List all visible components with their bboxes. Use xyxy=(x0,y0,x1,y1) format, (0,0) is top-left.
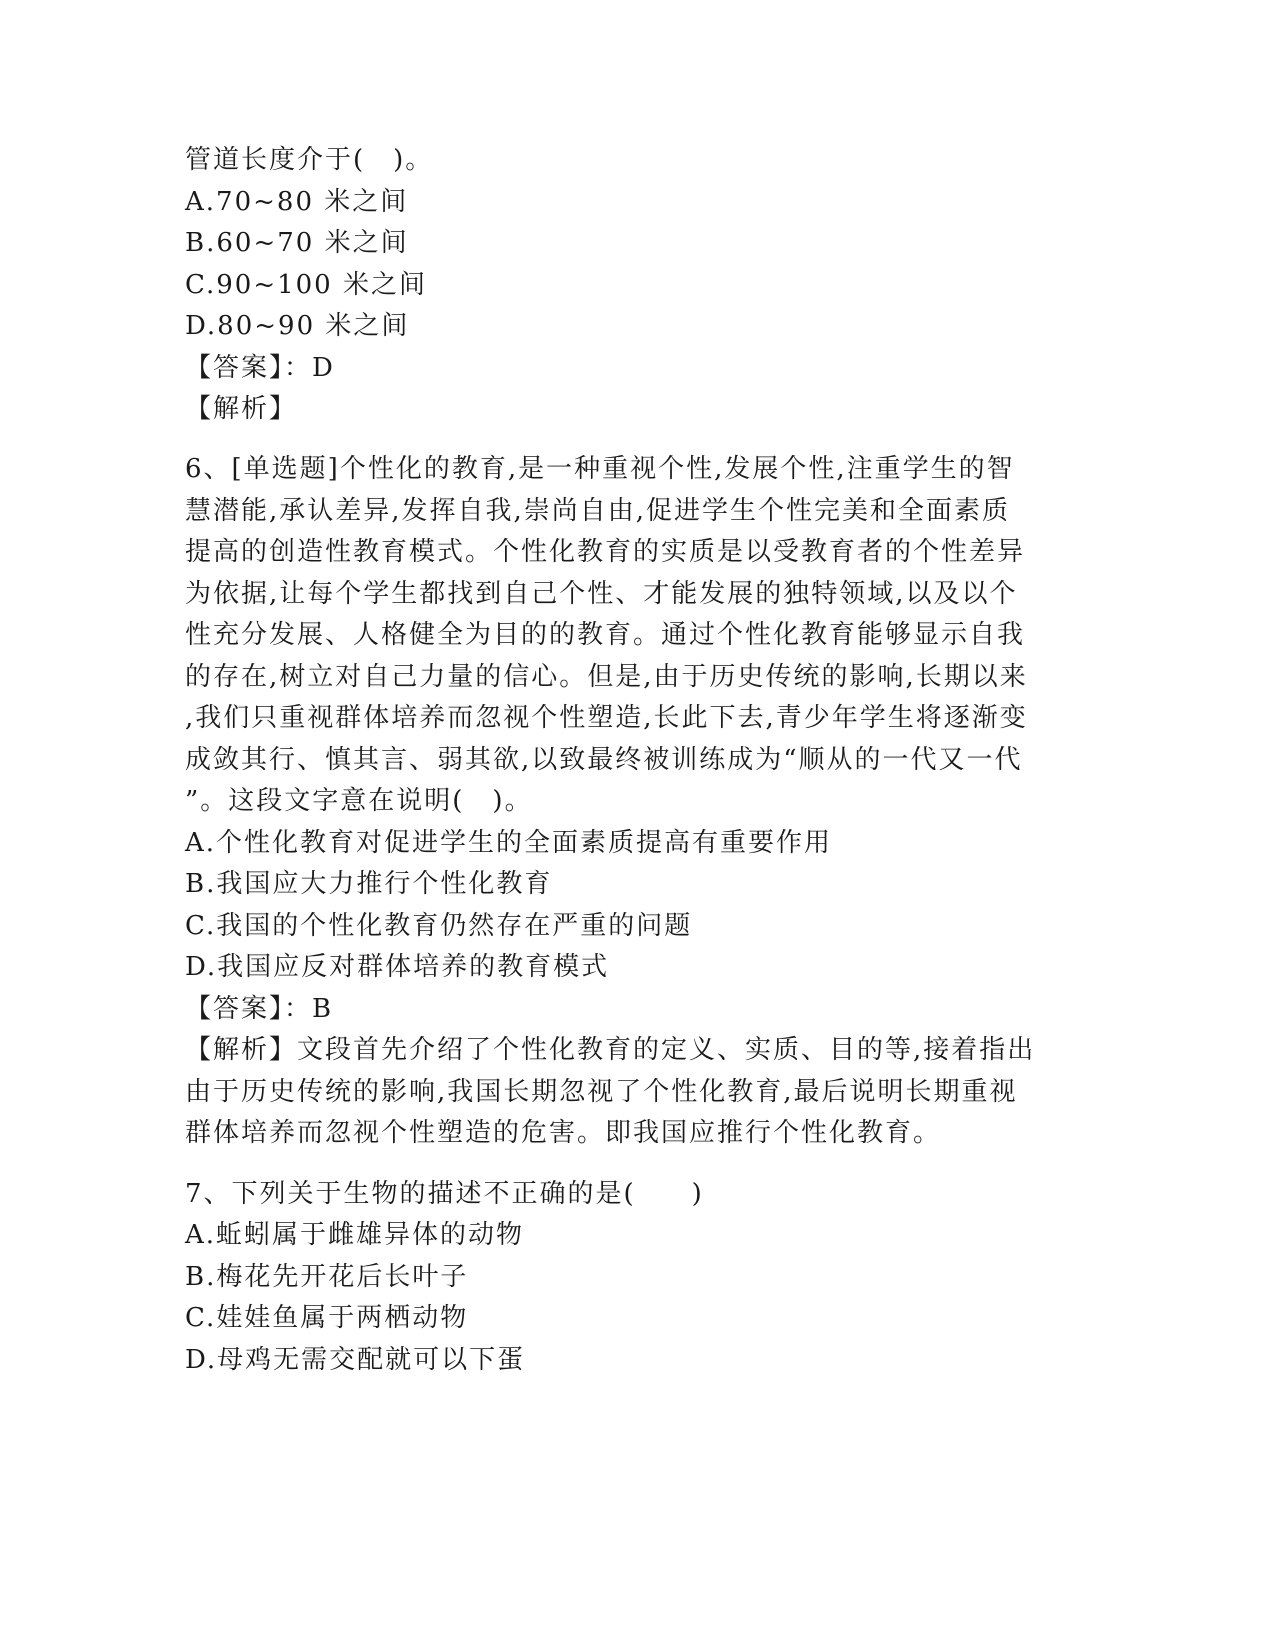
q6-answer: 【答案】：B xyxy=(185,994,334,1024)
q6-stem-line-5: 性充分发展、人格健全为目的的教育。通过个性化教育能够显示自我 xyxy=(185,620,1026,650)
q7-option-b: B.梅花先开花后长叶子 xyxy=(185,1262,469,1292)
q5-answer: 【答案】：D xyxy=(185,353,335,383)
q6-option-d: D.我国应反对群体培养的教育模式 xyxy=(185,952,610,982)
q5-option-d: D.80~90 米之间 xyxy=(185,311,410,341)
q5-option-b: B.60~70 米之间 xyxy=(185,228,409,258)
q6-analysis-line-1: 【解析】文段首先介绍了个性化教育的定义、实质、目的等,接着指出 xyxy=(185,1035,1036,1065)
q6-analysis-line-3: 群体培养而忽视个性塑造的危害。即我国应推行个性化教育。 xyxy=(185,1118,942,1148)
q7-stem: 7、下列关于生物的描述不正确的是( ) xyxy=(185,1179,704,1209)
q5-stem-tail: 管道长度介于( )。 xyxy=(185,145,434,175)
q6-option-c: C.我国的个性化教育仍然存在严重的问题 xyxy=(185,911,693,941)
q7-option-a: A.蚯蚓属于雌雄异体的动物 xyxy=(185,1220,525,1250)
q5-analysis: 【解析】 xyxy=(185,394,298,424)
q5-option-a: A.70~80 米之间 xyxy=(185,187,409,217)
q6-stem-line-6: 的存在,树立对自己力量的信心。但是,由于历史传统的影响,长期以来 xyxy=(185,662,1028,692)
q6-stem-line-4: 为依据,让每个学生都找到自己个性、才能发展的独特领域,以及以个 xyxy=(185,579,1018,609)
q6-stem-line-3: 提高的创造性教育模式。个性化教育的实质是以受教育者的个性差异 xyxy=(185,537,1026,567)
q6-stem-line-2: 慧潜能,承认差异,发挥自我,崇尚自由,促进学生个性完美和全面素质 xyxy=(185,496,1011,526)
q6-stem-line-9: ”。这段文字意在说明( )。 xyxy=(185,786,533,816)
q7-option-c: C.娃娃鱼属于两栖动物 xyxy=(185,1303,469,1333)
q6-option-b: B.我国应大力推行个性化教育 xyxy=(185,869,553,899)
q6-analysis-line-2: 由于历史传统的影响,我国长期忽视了个性化教育,最后说明长期重视 xyxy=(185,1077,1018,1107)
q6-stem-line-8: 成敛其行、慎其言、弱其欲,以致最终被训练成为“顺从的一代又一代 xyxy=(185,745,1023,775)
q6-stem-line-7: ,我们只重视群体培养而忽视个性塑造,长此下去,青少年学生将逐渐变 xyxy=(185,703,1028,733)
q6-option-a: A.个性化教育对促进学生的全面素质提高有重要作用 xyxy=(185,828,833,858)
q5-option-c: C.90~100 米之间 xyxy=(185,270,427,300)
q7-option-d: D.母鸡无需交配就可以下蛋 xyxy=(185,1345,526,1375)
q6-stem-line-1: 6、[单选题]个性化的教育,是一种重视个性,发展个性,注重学生的智 xyxy=(185,454,1015,484)
